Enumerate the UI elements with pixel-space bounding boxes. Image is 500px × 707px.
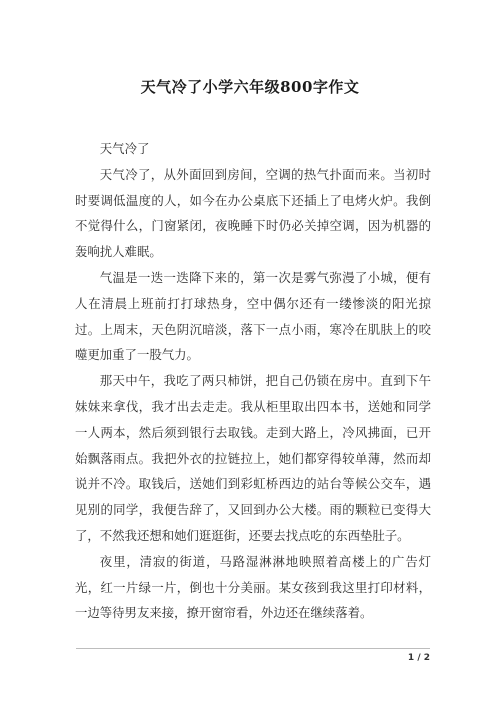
paragraph: 夜里，清寂的街道，马路湿淋淋地映照着高楼上的广告灯光，红一片绿一片，倒也十分美丽。某女孩到我这里打印材料，一边等待男友来接，撩开窗帘看，外边还在继续落着。 [75,553,431,621]
paragraph: 气温是一迭一迭降下来的，第一次是雾气弥漫了小城，便有人在清晨上班前打打球热身，空中偶尔还有一缕惨淡的阳光掠过。上周末，天色阴沉暗淡，落下一点小雨，寒冷在肌肤上的咬噬更加重了一股气力。 [75,269,431,363]
paragraph-subtitle: 天气冷了 [99,141,150,156]
document-title: 天气冷了小学六年级800字作文 [140,78,360,96]
paragraph: 天气冷了，从外面回到房间，空调的热气扑面而来。当初时时要调低温度的人，如今在办公桌底下还插上了电烤火炉。我倒不觉得什么，门窗紧闭，夜晚睡下时仍必关掉空调，因为机器的轰响扰人难眠。 [75,166,431,260]
document-body [75,136,431,626]
page-number: 1 / 2 [407,653,430,663]
footer-divider [76,648,430,649]
paragraph: 那天中午，我吃了两只柿饼，把自己仍锁在房中。直到下午妹妹来拿伐，我才出去走走。我从柜里取出四本书，送她和同学一人两本，然后须到银行去取钱。走到大路上，冷风拂面，已开始飘落雨点。我把外衣的拉链拉上，她们都穿得较单薄，然而却说并不冷。取钱后，送她们到彩虹桥西边的站台等候公交车，遇见别的同学，我便告辞了，又回到办公大楼。雨的颗粒已变得大了，不然我还想和她们逛逛街，还要去找点吃的东西垫肚子。 [75,373,431,543]
